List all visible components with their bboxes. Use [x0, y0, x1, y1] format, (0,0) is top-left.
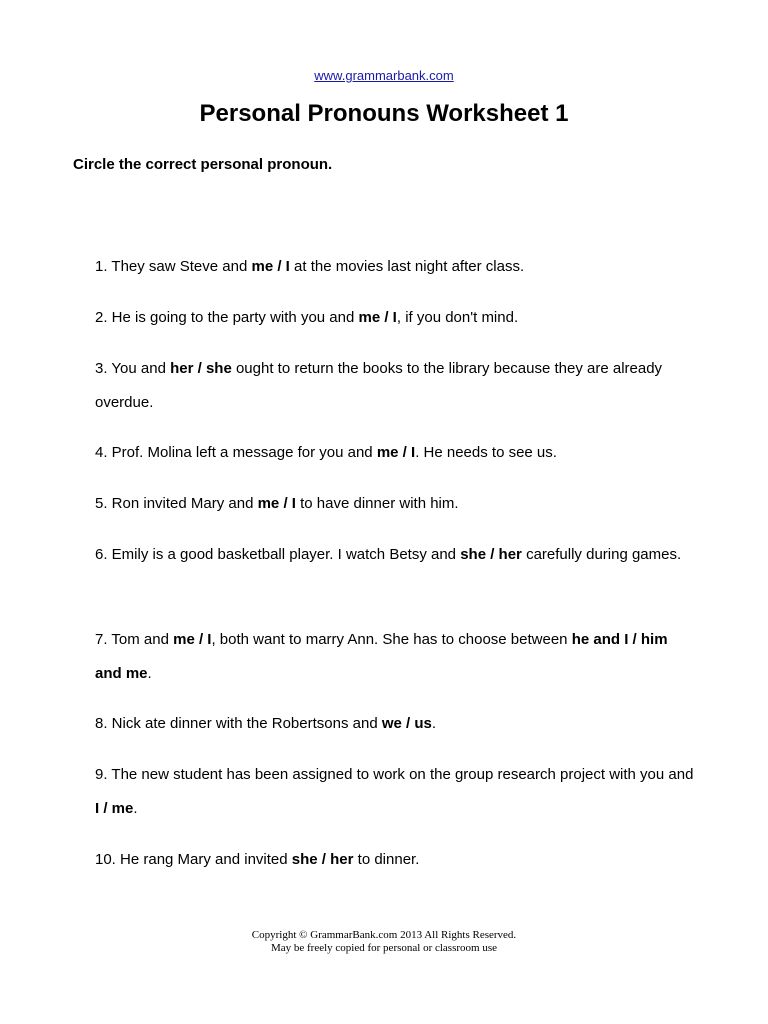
question-text: 1. They saw Steve and: [95, 258, 252, 275]
question-text: carefully during games.: [521, 546, 682, 563]
question-text: .: [147, 665, 152, 682]
pronoun-choice: she / her: [291, 851, 354, 868]
question-text: .: [133, 800, 138, 817]
question-text: 5. Ron invited Mary and: [95, 495, 258, 512]
footer: [0, 929, 768, 955]
pronoun-choice: me / I: [376, 444, 416, 461]
pronoun-choice: me / I: [358, 309, 397, 326]
question-text: 7. Tom and: [95, 631, 174, 648]
question-text: 4. Prof. Molina left a message for you and: [95, 444, 377, 461]
question-text: .: [431, 715, 437, 732]
question-text: 10. He rang Mary and invited: [95, 851, 292, 868]
question-1: [95, 250, 695, 284]
page-title: Personal Pronouns Worksheet 1: [199, 100, 569, 127]
site-link[interactable]: www.grammarbank.com: [314, 68, 454, 83]
pronoun-choice: I / me: [95, 800, 134, 817]
question-text: 3. You and: [95, 360, 171, 377]
instructions: Circle the correct personal pronoun.: [73, 156, 333, 173]
question-3: [95, 352, 695, 420]
pronoun-choice: he and I / him and me: [95, 631, 668, 682]
question-5: [95, 487, 695, 521]
question-text: to have dinner with him.: [295, 495, 459, 512]
question-text: 6. Emily is a good basketball player. I watch Betsy and: [95, 546, 461, 563]
site-link-container: [0, 68, 768, 83]
question-text: to dinner.: [353, 851, 420, 868]
question-text: . He needs to see us.: [415, 444, 557, 461]
question-text: 9. The new student has been assigned to work on the group research project with you and: [95, 766, 694, 783]
question-text: ought to return the books to the library because they are already overdue.: [95, 360, 663, 411]
question-2: [95, 301, 695, 335]
question-8: [95, 707, 695, 741]
pronoun-choice: me / I: [257, 495, 296, 512]
question-text: , both want to marry Ann. She has to choose between: [211, 631, 572, 648]
footer-copyright: Copyright © GrammarBank.com 2013 All Rights Reserved.: [251, 929, 517, 941]
question-text: 8. Nick ate dinner with the Robertsons and: [95, 715, 382, 732]
pronoun-choice: her / she: [170, 360, 232, 377]
footer-usage-note: May be freely copied for personal or classroom use: [270, 942, 498, 954]
question-6: [95, 538, 695, 572]
question-text: 2. He is going to the party with you and: [95, 309, 359, 326]
question-7: [95, 623, 695, 691]
pronoun-choice: we / us: [381, 715, 432, 732]
question-9: [95, 758, 695, 826]
question-4: [95, 436, 695, 470]
question-text: , if you don't mind.: [396, 309, 519, 326]
pronoun-choice: me / I: [251, 258, 290, 275]
pronoun-choice: she / her: [460, 546, 522, 563]
question-text: at the movies last night after class.: [289, 258, 525, 275]
question-10: [95, 843, 695, 877]
pronoun-choice: me / I: [173, 631, 212, 648]
